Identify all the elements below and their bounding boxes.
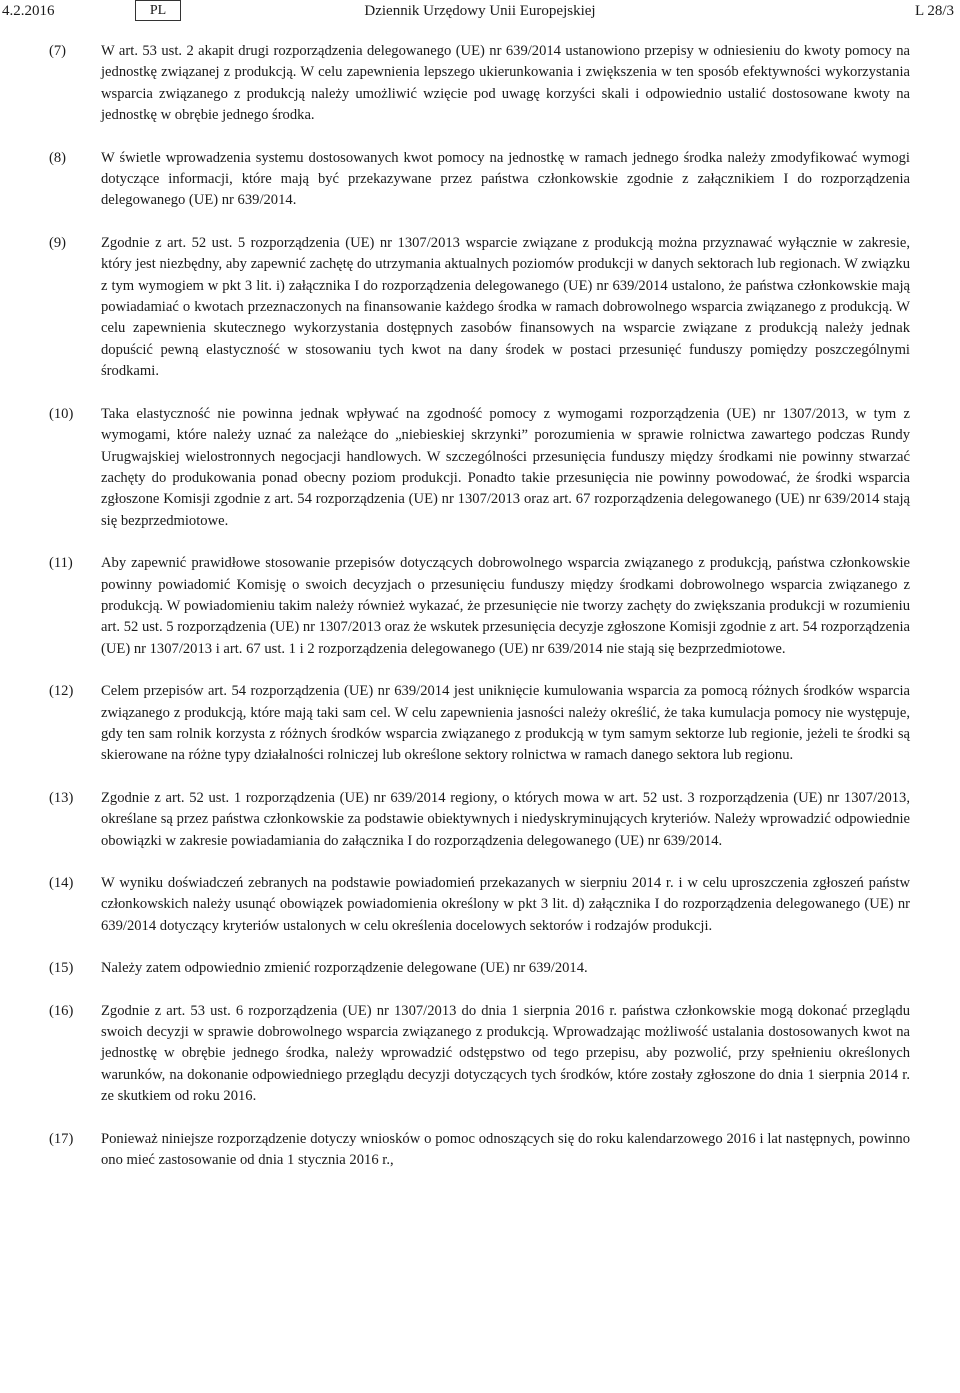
recital-text: Zgodnie z art. 52 ust. 5 rozporządzenia (UE) nr 1307/2013 wsparcie związane z produkcją można przyznawać wyłącznie w zakresie, który jest niezbędny, aby zapewnić zachętę do utrzymania aktualnych poziomów produkcji w danych sektorach lub regionach. W związku z tym wymogiem w pkt 3 lit. i) załącznika I do rozporządzenia delegowanego (UE) nr 639/2014 ustalono, że państwa członkowskie mają powiadamiać o kwotach przeznaczonych na finansowanie każdego środka w ramach dobrowolnego wsparcia związanego z produkcją. W celu zapewnienia skutecznego wykorzystania dostępnych zasobów finansowych na wsparcie związane z produkcją należy jednak dopuścić pewną elastyczność w stosowaniu tych kwot na dany środek w postaci przesunięć funduszy pomiędzy poszczególnymi środkami. — [101, 234, 910, 380]
recital-15 — [0, 958, 910, 979]
recital-14 — [0, 873, 910, 937]
recital-text: Zgodnie z art. 53 ust. 6 rozporządzenia (UE) nr 1307/2013 do dnia 1 sierpnia 2016 r. państwa członkowskie mogą dokonać przeglądu swoich decyzji w sprawie dobrowolnego wsparcia związanego z produkcją. Wprowadzając możliwość ustalania dostosowanych kwot na jednostkę w obrębie jednego środka, należy wprowadzić odstępstwo od tego przepisu, aby pozwolić, przy spełnieniu określonych warunków, na dokonanie odpowiedniego przeglądu decyzji dotyczących tych środków, które zostały zgłoszone do dnia 1 sierpnia 2014 r. ze skutkiem od roku 2016. — [101, 1002, 910, 1105]
recital-8 — [0, 148, 910, 212]
recital-12 — [0, 681, 910, 767]
recital-text: Należy zatem odpowiednio zmienić rozporządzenie delegowane (UE) nr 639/2014. — [101, 960, 588, 977]
recital-number: (10) — [49, 405, 74, 422]
recital-text: Aby zapewnić prawidłowe stosowanie przepisów dotyczących dobrowolnego wsparcia związanego z produkcją, państwa członkowskie powinny powiadomić Komisję o swoich decyzjach o przesunięciu funduszy między środkami dobrowolnego wsparcia związanego z produkcją. W powiadomieniu takim należy również wykazać, że przesunięcie nie tworzy zachęty do zwiększania produkcji w rozumieniu art. 52 ust. 5 rozporządzenia (UE) nr 1307/2013 oraz że wskutek przesunięcia decyzje zgłoszone Komisji zgodnie z art. 54 rozporządzenia (UE) nr 1307/2013 i art. 67 ust. 1 i 2 rozporządzenia delegowanego (UE) nr 639/2014 nie stają się bezprzedmiotowe. — [101, 555, 910, 657]
recital-13 — [0, 788, 910, 852]
language-box: PL — [135, 0, 181, 21]
recital-text: W art. 53 ust. 2 akapit drugi rozporządzenia delegowanego (UE) nr 639/2014 ustanowiono przepisy w odniesieniu do kwoty pomocy na jednostkę związanej z produkcją. W celu zapewnienia lepszego ukierunkowania i zwiększenia w ten sposób efektywności wykorzystania wsparcia związanego z produkcją należy umożliwić wzięcie pod uwagę korzyści skali i odpowiednio ustalić dostosowane kwoty na jednostkę w obrębie jednego środka. — [101, 43, 910, 124]
journal-title: Dziennik Urzędowy Unii Europejskiej — [364, 3, 596, 19]
publication-date: 4.2.2016 — [2, 3, 55, 19]
recital-number: (13) — [49, 789, 74, 806]
recital-text: W świetle wprowadzenia systemu dostosowanych kwot pomocy na jednostkę w ramach jednego środka należy zmodyfikować wymogi dotyczące informacji, które mają być przekazywane przez państwa członkowskie zgodnie z załącznikiem I do rozporządzenia delegowanego (UE) nr 639/2014. — [101, 149, 910, 209]
recital-text: Taka elastyczność nie powinna jednak wpływać na zgodność pomocy z wymogami rozporządzenia (UE) nr 1307/2013, w tym z wymogami, które należy uznać za należące do „niebieskiej skrzynki” porozumienia w sprawie rolnictwa zawartego podczas Rundy Urugwajskiej wielostronnych negocjacji handlowych. W szczególności przesunięcia funduszy między środkami nie powinny stwarzać zachęty do produkowania ponad obecny poziom produkcji. Ponadto takie przesunięcia nie powinny powodować, że środki wsparcia zgłoszone Komisji zgodnie z art. 54 rozporządzenia (UE) nr 1307/2013 oraz art. 67 rozporządzenia delegowanego (UE) nr 639/2014 stają się bezprzedmiotowe. — [101, 405, 910, 529]
page-reference: L 28/3 — [914, 3, 954, 19]
recital-number: (16) — [49, 1002, 74, 1019]
recital-number: (14) — [49, 875, 74, 891]
recital-number: (15) — [49, 960, 74, 977]
page-header — [0, 0, 960, 22]
recital-number: (12) — [49, 683, 74, 700]
recital-number: (8) — [49, 149, 67, 166]
recital-text: Zgodnie z art. 52 ust. 1 rozporządzenia (UE) nr 639/2014 regiony, o których mowa w art. 52 ust. 3 rozporządzenia (UE) nr 1307/2013, określane są przez państwa członkowskie za podstawie obiektywnych i niedyskryminujących kryteriów. Należy wprowadzić odpowiednie obowiązki w zakresie powiadamiania do załącznika I do rozporządzenia delegowanego (UE) nr 639/2014. — [101, 789, 910, 849]
recital-16 — [0, 1001, 910, 1108]
recital-11 — [0, 553, 910, 660]
recital-7 — [0, 41, 910, 127]
recital-text: Ponieważ niniejsze rozporządzenie dotyczy wniosków o pomoc odnoszących się do roku kalendarzowego 2016 i lat następnych, powinno ono mieć zastosowanie od dnia 1 stycznia 2016 r., — [101, 1130, 910, 1169]
recital-text: W wyniku doświadczeń zebranych na podstawie powiadomień przekazanych w sierpniu 2014 r. i w celu uproszczenia zgłoszeń państw członkowskich należy usunąć obowiązek powiadomienia określony w pkt 3 lit. d) załącznika I do rozporządzenia delegowanego (UE) nr 639/2014 dotyczący kryteriów ustalonych w celu określenia docelowych sektorów i rodzajów produkcji. — [101, 875, 910, 934]
recital-text: Celem przepisów art. 54 rozporządzenia (UE) nr 639/2014 jest uniknięcie kumulowania wsparcia za pomocą różnych środków wsparcia związanego z produkcją, które mają taki sam cel. W celu zapewnienia jasności należy określić, że taka kumulacja pomocy nie występuje, gdy ten sam rolnik korzysta z różnych środków wsparcia związanego z produkcją w tym samym sektorze lub regionie, jeżeli te środki są skierowane na różne typy działalności rolniczej lub określone sektory rolnictwa w ramach danego sektora lub regionu. — [101, 683, 910, 764]
recitals-body — [0, 41, 960, 1192]
recital-number: (17) — [49, 1130, 74, 1147]
recital-17 — [0, 1129, 910, 1172]
recital-9 — [0, 233, 910, 383]
recital-number: (11) — [49, 555, 73, 572]
recital-10 — [0, 404, 910, 532]
recital-number: (7) — [49, 43, 67, 59]
recital-number: (9) — [49, 234, 67, 251]
